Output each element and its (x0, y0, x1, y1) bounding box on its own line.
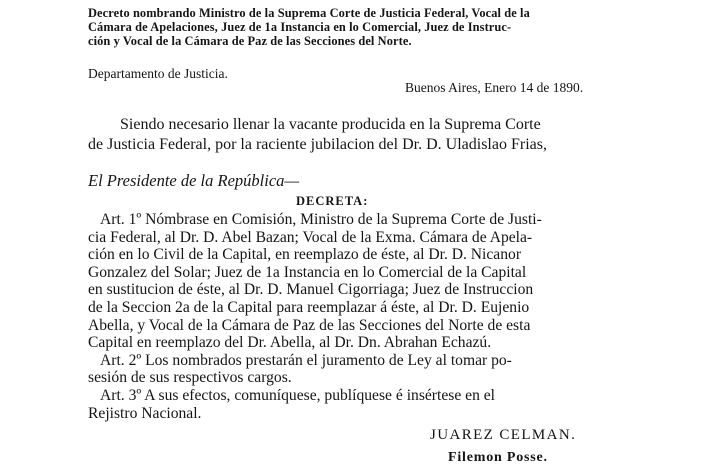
intro-line: de Justicia Federal, por la raciente jubilacion del Dr. D. Uladislao Frias, (88, 136, 547, 153)
signature-president: JUAREZ CELMAN. (430, 427, 577, 443)
article-line: Capital en reemplazo del Dr. Abella, al Dr. Dn. Abrahan Echazú. (88, 334, 492, 352)
heading-line: ción y Vocal de la Cámara de Paz de las Secciones del Norte. (88, 34, 412, 48)
article-line: Art. 3º A sus efectos, comuníquese, publíquese é insértese en el (100, 386, 496, 404)
article-line: Rejistro Nacional. (88, 404, 202, 422)
article-line: Art. 2º Los nombrados prestarán el juramento de Ley al tomar po- (100, 351, 512, 369)
decreta-heading: DECRETA: (296, 194, 369, 208)
articles-body (88, 211, 636, 422)
article-line: sesión de sus respectivos cargos. (88, 369, 292, 387)
article-line: Gonzalez del Solar; Juez de 1a Instancia en lo Comercial de la Capital (88, 263, 527, 281)
intro-line: Siendo necesario llenar la vacante producida en la Suprema Corte (120, 116, 541, 133)
article-line: de la Seccion 2a de la Capital para reemplazar á éste, al Dr. D. Eujenio (88, 298, 530, 316)
heading-line: Decreto nombrando Ministro de la Suprema Corte de Justicia Federal, Vocal de la (88, 6, 530, 20)
article-line: ción en lo Civil de la Capital, en reemplazo de éste, al Dr. D. Nicanor (88, 246, 522, 264)
heading-line: Cámara de Apelaciones, Juez de 1a Instancia en lo Comercial, Juez de Instruc- (88, 20, 512, 34)
president-line: El Presidente de la República— (88, 171, 300, 190)
department-label: Departamento de Justicia. (88, 66, 228, 81)
article-line: cia Federal, al Dr. D. Abel Bazan; Vocal de la Exma. Cámara de Apela- (88, 228, 533, 246)
date-line: Buenos Aires, Enero 14 de 1890. (405, 80, 584, 95)
decree-heading (88, 6, 700, 48)
article-line: Art. 1º Nómbrase en Comisión, Ministro de la Suprema Corte de Justi- (100, 211, 542, 228)
signature-minister: Filemon Posse. (448, 450, 548, 465)
article-line: Abella, y Vocal de la Cámara de Paz de las Secciones del Norte de esta (88, 316, 531, 334)
intro-paragraph (88, 115, 636, 155)
article-line: en sustitucion de éste, al Dr. D. Manuel Cigorriaga; Juez de Instruccion (88, 281, 534, 299)
